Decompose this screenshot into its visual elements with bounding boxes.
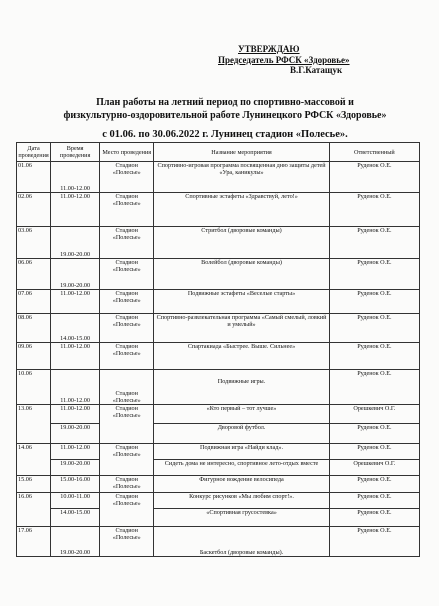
row-responsible: Руденок О.Е. [329, 444, 419, 460]
row-responsible: Руденок О.Е. [329, 343, 419, 370]
approval-signature: В.Г.Катащук [290, 65, 343, 75]
row-event: «Кто первый – тот лучше» [154, 405, 329, 424]
row-event: Волейбол (дворовые команды) [154, 259, 329, 290]
table-row [17, 314, 420, 343]
row-event: Подвижные эстафеты «Веселые старты» [154, 290, 329, 314]
row-place: Стадион «Полесье» [100, 162, 154, 193]
approval-position: Председатель РФСК «Здоровье» [218, 54, 350, 65]
row-responsible: Руденок О.Е. [329, 527, 419, 557]
document-subtitle: с 01.06. по 30.06.2022 г. Лунинец стадион «Полесье». [102, 129, 348, 140]
row-event: Спортивно-игровая программа посвященная дню защиты детей «Ура, каникулы» [154, 162, 329, 193]
row-responsible: Руденок О.Е. [329, 424, 419, 444]
table-row [17, 460, 420, 476]
row-responsible: Руденок О.Е. [329, 314, 419, 343]
table-row [17, 370, 420, 405]
row-event: Конкурс рисунков «Мы любим спорт!». [154, 493, 329, 509]
row-place: Стадион «Полесье» [100, 290, 154, 314]
row-time: 14.00-15.00 [51, 509, 100, 527]
row-place: Стадион «Полесье» [100, 476, 154, 493]
row-place: Стадион «Полесье» [100, 314, 154, 343]
table-header-row [17, 143, 420, 162]
header-resp: Ответственный [329, 143, 419, 162]
row-time: 14.00-15.00 [51, 314, 100, 343]
approval-heading: УТВЕРЖДАЮ [238, 44, 300, 54]
row-responsible: Руденок О.Е. [329, 493, 419, 509]
row-place: Стадион «Полесье» [100, 370, 154, 405]
table-row [17, 227, 420, 259]
row-event: Дворовой футбол. [154, 424, 329, 444]
row-time: 11.00-12.00 [51, 370, 100, 405]
row-time: 11.00-12.00 [51, 290, 100, 314]
row-date: 15.06 [17, 476, 51, 493]
table-row [17, 162, 420, 193]
row-place: Стадион «Полесье» [100, 405, 154, 444]
header-time: Время проведения [51, 143, 100, 162]
row-responsible: Руденок О.Е. [329, 259, 419, 290]
table-row [17, 444, 420, 460]
row-date: 08.06 [17, 314, 51, 343]
row-responsible: Руденок О.Е. [329, 227, 419, 259]
row-date: 16.06 [17, 493, 51, 527]
approval-block [218, 44, 418, 76]
row-date: 17.06 [17, 527, 51, 557]
row-place: Стадион «Полесье» [100, 493, 154, 527]
row-date: 01.06 [17, 162, 51, 193]
row-event: Баскетбол (дворовые команды). [154, 527, 329, 557]
row-date: 02.06 [17, 193, 51, 227]
row-time: 19.00-20.00 [51, 227, 100, 259]
table-row [17, 476, 420, 493]
row-time: 11.00-12.00 [51, 405, 100, 424]
row-place: Стадион «Полесье» [100, 343, 154, 370]
row-responsible: Руденок О.Е. [329, 162, 419, 193]
title-line-1: План работы на летний период по спортивно-массовой и [96, 97, 354, 108]
row-event: Фигурное вождение велосипеда [154, 476, 329, 493]
header-place: Место проведения [100, 143, 154, 162]
row-time: 11.00-12.00 [51, 343, 100, 370]
row-time: 10.00-11.00 [51, 493, 100, 509]
row-event: Подвижная игра «Найди клад». [154, 444, 329, 460]
row-time: 11.00-12.00 [51, 444, 100, 460]
table-row [17, 493, 420, 509]
row-date: 09.06 [17, 343, 51, 370]
document-title [40, 96, 410, 122]
header-date: Дата проведения [17, 143, 51, 162]
row-date: 03.06 [17, 227, 51, 259]
header-name: Название мероприятия [154, 143, 329, 162]
row-date: 13.06 [17, 405, 51, 444]
row-time: 19.00-20.00 [51, 460, 100, 476]
row-event: Спартакиада «Быстрее. Выше. Сильнее» [154, 343, 329, 370]
table-row [17, 424, 420, 444]
row-event: «Спортивная грусостевка» [154, 509, 329, 527]
table-row [17, 405, 420, 424]
row-time: 19.00-20.00 [51, 259, 100, 290]
row-date: 10.06 [17, 370, 51, 405]
row-responsible: Руденок О.Е. [329, 193, 419, 227]
row-date: 07.06 [17, 290, 51, 314]
row-responsible: Руденок О.Е. [329, 476, 419, 493]
row-place: Стадион «Полесье» [100, 527, 154, 557]
row-place: Стадион «Полесье» [100, 259, 154, 290]
table-row [17, 509, 420, 527]
row-time: 11.00-12.00 [51, 193, 100, 227]
row-event: Спортивно-развлекательная программа «Самый смелый, ловкий и умелый» [154, 314, 329, 343]
row-time: 19.00-20.00 [51, 424, 100, 444]
row-date: 14.06 [17, 444, 51, 476]
row-responsible: Орешкевич О.Г. [329, 460, 419, 476]
table-row [17, 343, 420, 370]
row-event: Спортивные эстафеты «Здравствуй, лето!» [154, 193, 329, 227]
row-time: 11.00-12.00 [51, 162, 100, 193]
row-time: 19.00-20.00 [51, 527, 100, 557]
title-line-2: физкультурно-оздоровительной работе Лунинецкого РФСК «Здоровье» [63, 110, 387, 121]
table-row [17, 259, 420, 290]
row-responsible: Руденок О.Е. [329, 290, 419, 314]
table-row [17, 290, 420, 314]
row-responsible: Орешкевич О.Г. [329, 405, 419, 424]
row-place: Стадион «Полесье» [100, 227, 154, 259]
row-event: Подвижные игры. [154, 370, 329, 405]
row-place: Стадион «Полесье» [100, 444, 154, 476]
row-time: 15.00-16.00 [51, 476, 100, 493]
row-date: 06.06 [17, 259, 51, 290]
row-responsible: Руденок О.Е. [329, 509, 419, 527]
table-row [17, 193, 420, 227]
row-place: Стадион «Полесье» [100, 193, 154, 227]
row-event: Сидеть дома не интересно, спортивное лето-отдых вместе [154, 460, 329, 476]
plan-table [16, 142, 420, 557]
table-row [17, 527, 420, 557]
row-event: Стритбол (дворовые команды) [154, 227, 329, 259]
row-responsible: Руденок О.Е. [329, 370, 419, 405]
